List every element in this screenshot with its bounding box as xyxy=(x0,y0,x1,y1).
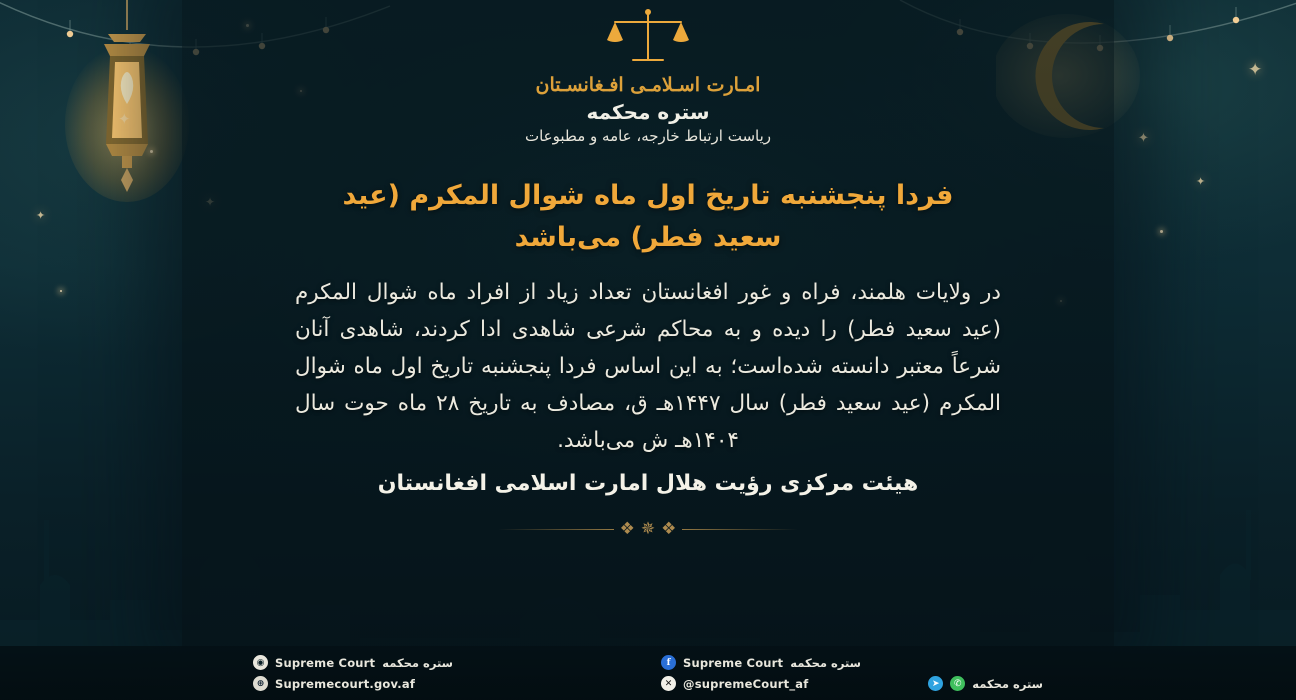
footer-label-en-instagram: Supreme Court xyxy=(275,655,376,670)
sparkle-icon: ✦ xyxy=(1196,175,1206,188)
footer-label-fa-messengers: ستره محکمه xyxy=(972,676,1043,691)
footer-item-website[interactable] xyxy=(253,676,635,691)
star-dot xyxy=(60,290,62,292)
ornament-line-left xyxy=(682,529,798,530)
announcement-panel xyxy=(182,0,1114,648)
footer-label-en-facebook: Supreme Court xyxy=(683,655,784,670)
ornament-mark-left: ❖ xyxy=(661,519,677,540)
website-icon: ⊕ xyxy=(253,676,268,691)
star-dot xyxy=(150,150,153,153)
footer-label-fa-facebook: ستره محکمه xyxy=(790,655,861,670)
sparkle-icon: ✦ xyxy=(1248,60,1263,80)
footer-label-fa-instagram: ستره محکمه xyxy=(382,655,453,670)
footer-grid xyxy=(253,655,1043,691)
footer-item-instagram[interactable] xyxy=(253,655,635,670)
body-text: در ولایات هلمند، فراه و غور افغانستان تعداد زیاد از افراد ماه شوال المکرم (عید سعید فطر) را دیده و به محاکم شرعی شاهدی ادا کردند، شاهدی آنان شرعاً معتبر دانسته شده‌است؛ به این اساس فردا پنجشنبه تاریخ اول ماه شوال المکرم (عید سعید فطر) سال ۱۴۴۷هـ ق، مصادف به تاریخ ۲۸ ماه حوت سال ۱۴۰۴هـ ش می‌باشد. xyxy=(295,279,1001,453)
whatsapp-icon: ✆ xyxy=(950,676,965,691)
ornament-mark-center: ✵ xyxy=(640,519,656,540)
sparkle-icon: ✦ xyxy=(118,110,131,128)
x-twitter-icon: ✕ xyxy=(661,676,676,691)
header-emblem xyxy=(182,0,1114,145)
org-department: ریاست ارتباط خارجه، عامه و مطبوعات xyxy=(524,127,772,145)
telegram-icon: ➤ xyxy=(928,676,943,691)
facebook-icon: f xyxy=(661,655,676,670)
star-dot xyxy=(1160,230,1163,233)
org-name: ستره محکمه xyxy=(586,100,710,124)
ornament-divider xyxy=(498,517,798,543)
headline: فردا پنجشنبه تاریخ اول ماه شوال المکرم (عید سعید فطر) می‌باشد xyxy=(342,180,954,253)
sparkle-icon: ✦ xyxy=(1138,131,1149,146)
footer-item-x-twitter[interactable] xyxy=(661,676,1043,691)
org-script-title: امـارت اسـلامـی افـغانسـتان xyxy=(535,74,761,96)
ornament-line-right xyxy=(498,529,614,530)
footer-label-en-website: Supremecourt.gov.af xyxy=(275,676,416,691)
footer-label-en-x: @supremeCourt_af xyxy=(683,676,809,691)
scales-of-justice-icon xyxy=(605,6,691,72)
sparkle-icon: ✦ xyxy=(36,209,46,222)
footer-item-facebook[interactable] xyxy=(661,655,1043,670)
footer-social-bar xyxy=(0,646,1296,700)
ornament-mark-right: ❖ xyxy=(619,519,635,540)
instagram-icon: ◉ xyxy=(253,655,268,670)
signature-text: هیئت مرکزی رؤیت هلال امارت اسلامی افغانستان xyxy=(377,470,919,496)
